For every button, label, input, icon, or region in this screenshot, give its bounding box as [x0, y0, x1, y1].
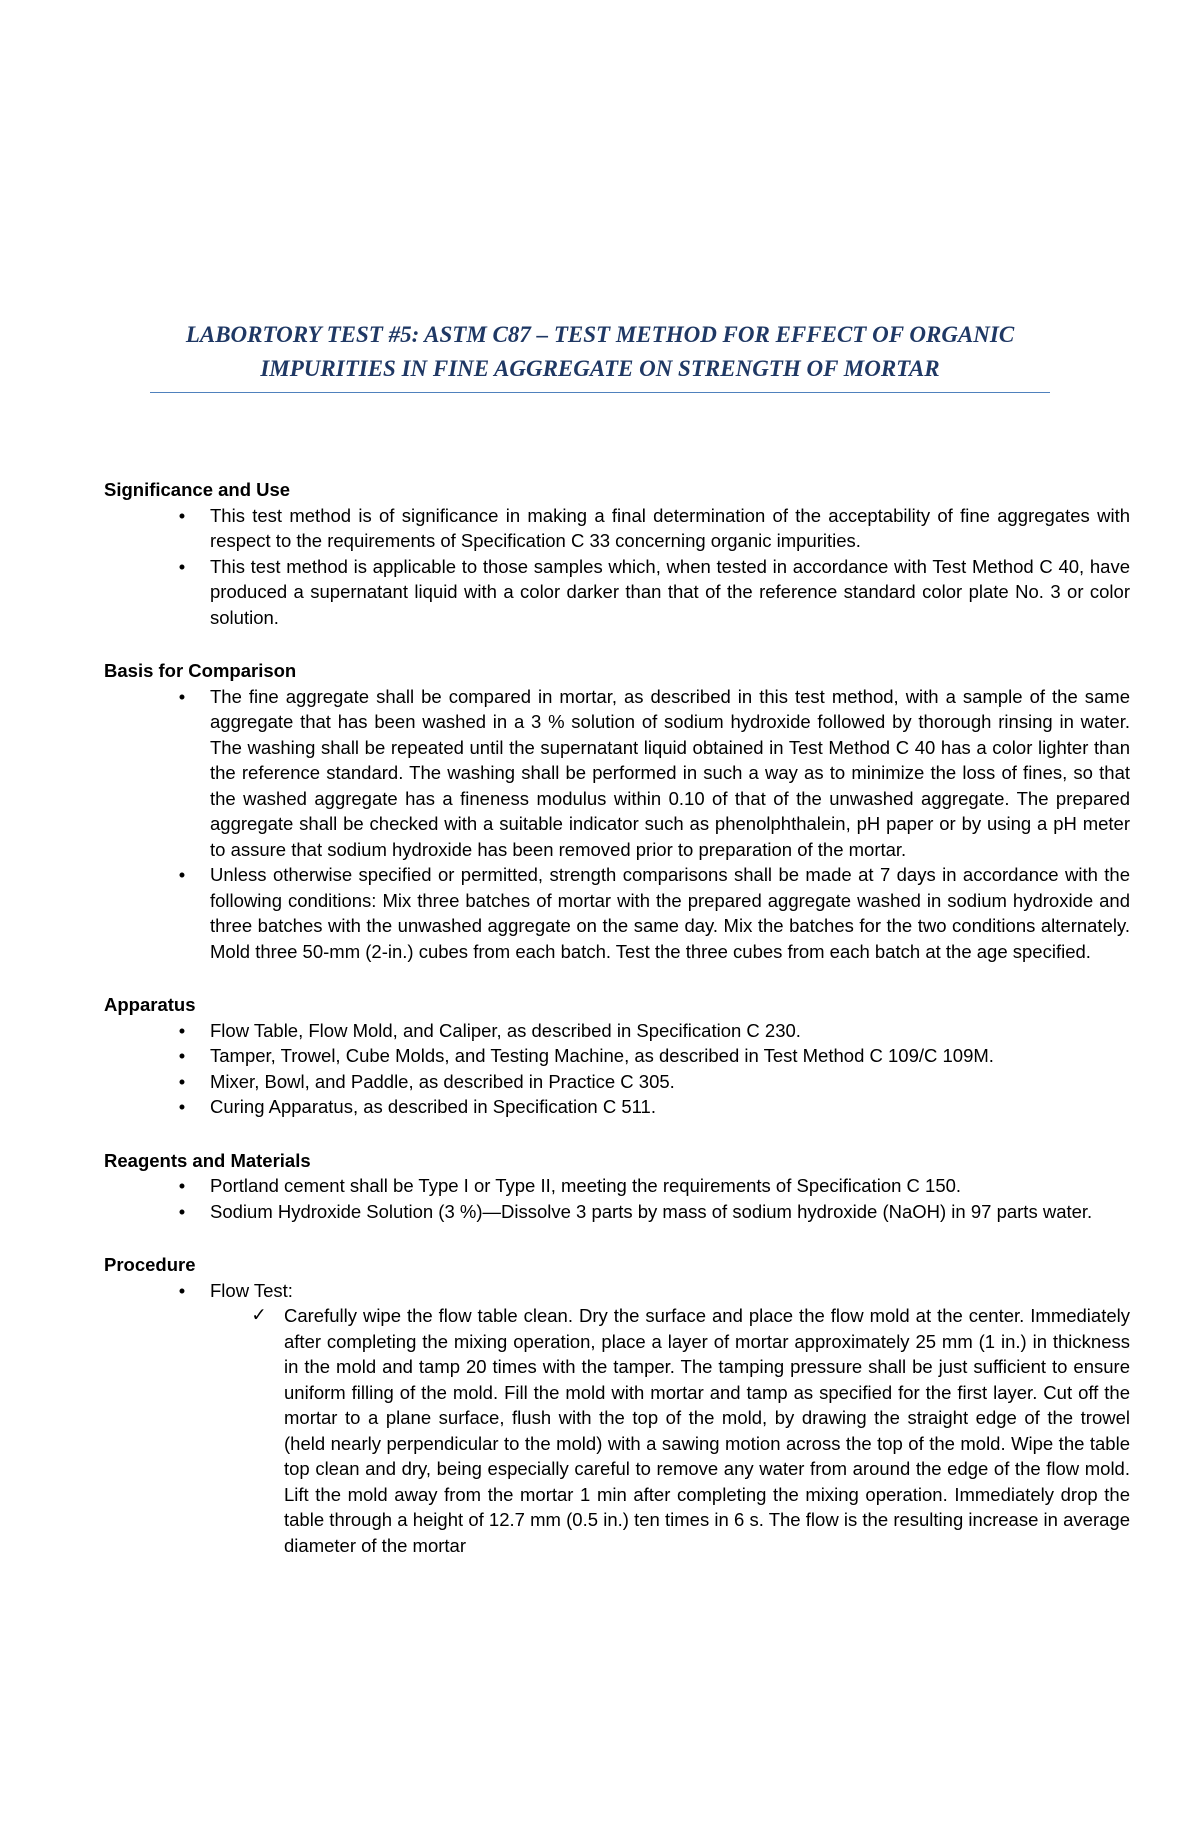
- list-item-text: Mixer, Bowl, and Paddle, as described in Practice C 305.: [210, 1070, 675, 1092]
- section-significance-and-use: [104, 477, 1130, 630]
- bullet-icon: •: [178, 1200, 186, 1222]
- list-item: [178, 503, 1130, 554]
- section-apparatus: [104, 992, 1130, 1120]
- list-item: [178, 1278, 1130, 1559]
- section-reagents-and-materials: [104, 1148, 1130, 1225]
- section-heading: Apparatus: [104, 994, 196, 1015]
- section-heading: Procedure: [104, 1254, 196, 1275]
- list-item-text: Flow Test:: [210, 1279, 293, 1301]
- list-item: [178, 684, 1130, 863]
- section-basis-for-comparison: [104, 658, 1130, 964]
- list-item-text: The fine aggregate shall be compared in mortar, as described in this test method, with a sample of the same aggregate that has been washed in a 3 % solution of sodium hydroxide followed by thorough rinsing in water. The washing shall be repeated until the supernatant liquid obtained in Test Method C 40 has a color lighter than the reference standard. The washing shall be performed in such a way as to minimize the loss of fines, so that the washed aggregate has a fineness modulus within 0.10 of that of the unwashed aggregate. The prepared aggregate shall be checked with a suitable indicator such as phenolphthalein, pH paper or by using a pH meter to assure that sodium hydroxide has been removed prior to preparation of the mortar.: [210, 685, 1130, 860]
- list-item-text: Flow Table, Flow Mold, and Caliper, as described in Specification C 230.: [210, 1019, 801, 1041]
- bullet-icon: •: [178, 1070, 186, 1092]
- section-procedure: [104, 1252, 1130, 1558]
- list-item-text: Sodium Hydroxide Solution (3 %)—Dissolve 3 parts by mass of sodium hydroxide (NaOH) in 97 parts water.: [210, 1200, 1093, 1222]
- list-item: [178, 1043, 1130, 1069]
- bullet-icon: •: [178, 504, 186, 526]
- list-item: [178, 1173, 1130, 1199]
- bullet-icon: •: [178, 1096, 186, 1117]
- checklist: [210, 1303, 1130, 1558]
- checklist-item: [251, 1303, 1130, 1558]
- bullet-icon: •: [178, 1175, 186, 1196]
- list-item-text: This test method is of significance in making a final determination of the acceptability of fine aggregates with respect to the requirements of Specification C 33 concerning organic impurities.: [210, 504, 1130, 551]
- bullet-icon: •: [178, 864, 186, 885]
- check-mark-icon: ✓: [251, 1305, 267, 1326]
- bullet-icon: •: [178, 1279, 186, 1301]
- bullet-list: [104, 503, 1130, 631]
- list-item: [178, 554, 1130, 631]
- list-item: [178, 862, 1130, 964]
- checklist-item-text: Carefully wipe the flow table clean. Dry the surface and place the flow mold at the center. Immediately after completing the mixing operation, place a layer of mortar approximately 25 mm (1 in.) in thickness in the mold and tamp 20 times with the tamper. The tamping pressure shall be just sufficient to ensure uniform filling of the mold. Fill the mold with mortar and tamp as specified for the first layer. Cut off the mortar to a plane surface, flush with the top of the mold, by drawing the straight edge of the trowel (held nearly perpendicular to the mold) with a sawing motion across the top of the mold. Wipe the table top clean and dry, being especially careful to remove any water from around the edge of the flow mold. Lift the mold away from the mortar 1 min after completing the mixing operation. Immediately drop the table through a height of 12.7 mm (0.5 in.) ten times in 6 s. The flow is the resulting increase in average diameter of the mortar: [284, 1305, 1130, 1556]
- bullet-icon: •: [178, 1045, 186, 1066]
- document-title: LABORTORY TEST #5: ASTM C87 – TEST METHOD FOR EFFECT OF ORGANIC IMPURITIES IN FINE AGGREGATE ON STRENGTH OF MORTAR: [185, 322, 1015, 381]
- section-heading: Reagents and Materials: [104, 1149, 311, 1171]
- section-heading: Significance and Use: [104, 479, 291, 500]
- section-heading: Basis for Comparison: [104, 660, 297, 681]
- list-item-text: Tamper, Trowel, Cube Molds, and Testing Machine, as described in Test Method C 109/C 109M.: [210, 1045, 994, 1066]
- bullet-list: [104, 684, 1130, 965]
- title-block: [150, 318, 1050, 393]
- bullet-list: [104, 1018, 1130, 1120]
- list-item: [178, 1018, 1130, 1044]
- title-underline-rule: [150, 392, 1050, 393]
- bullet-icon: •: [178, 1019, 186, 1041]
- list-item-text: Portland cement shall be Type I or Type II, meeting the requirements of Specification C 150.: [210, 1175, 962, 1196]
- list-item-text: This test method is applicable to those samples which, when tested in accordance with Test Method C 40, have produced a supernatant liquid with a color darker than that of the reference standard color plate No. 3 or color solution.: [210, 555, 1130, 628]
- bullet-icon: •: [178, 685, 186, 707]
- bullet-icon: •: [178, 555, 186, 577]
- bullet-list: [104, 1173, 1130, 1224]
- list-item: [178, 1199, 1130, 1225]
- list-item-text: Unless otherwise specified or permitted, strength comparisons shall be made at 7 days in accordance with the following conditions: Mix three batches of mortar with the prepared aggregate washed in sodium hydroxide and three batches with the unwashed aggregate on the same day. Mix the batches for the two conditions alternately. Mold three 50-mm (2-in.) cubes from each batch. Test the three cubes from each batch at the age specified.: [210, 864, 1130, 962]
- bullet-list: [104, 1278, 1130, 1559]
- list-item: [178, 1069, 1130, 1095]
- list-item: [178, 1094, 1130, 1120]
- document-body: [104, 477, 1130, 1586]
- list-item-text: Curing Apparatus, as described in Specification C 511.: [210, 1096, 656, 1117]
